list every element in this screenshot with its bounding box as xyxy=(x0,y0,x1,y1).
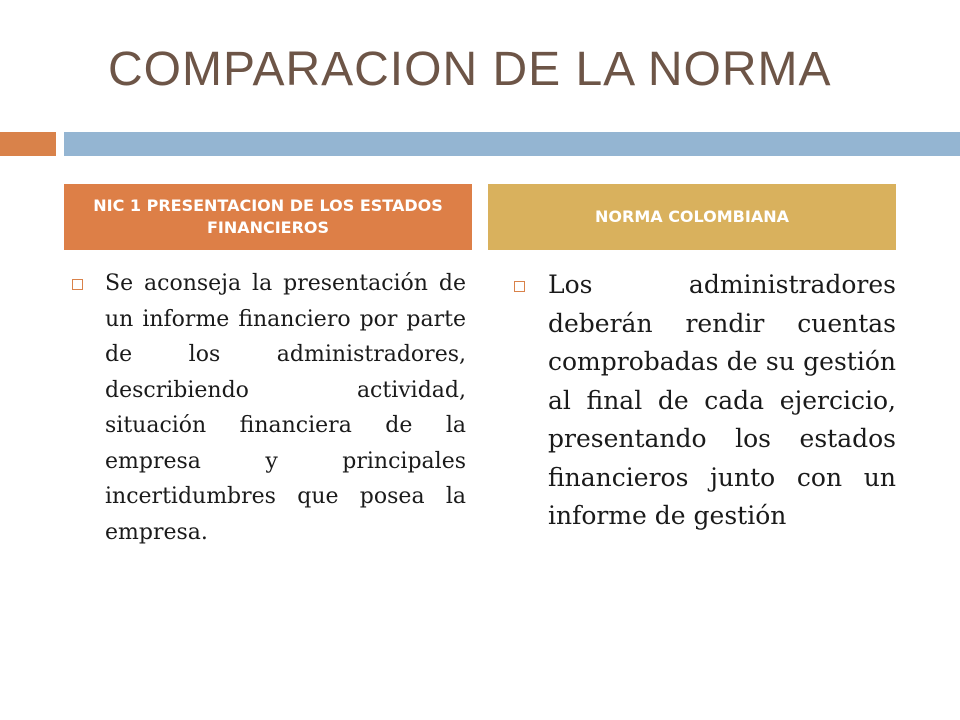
square-bullet-icon xyxy=(72,279,83,290)
square-bullet-icon xyxy=(514,281,525,292)
accent-bar-blue xyxy=(64,132,960,156)
column-norma-colombiana-text: Los administradores deberán rendir cuentas comprobadas de su gestión al final de cada ejercicio, presentando los estados financieros junto con un informe de gestión xyxy=(548,270,896,530)
column-nic1-body xyxy=(72,266,466,550)
column-norma-colombiana-body xyxy=(514,266,896,536)
column-header-norma-colombiana: NORMA COLOMBIANA xyxy=(488,184,896,250)
column-nic1-text: Se aconseja la presentación de un informe financiero por parte de los administradores, describiendo actividad, situación financiera de la empresa y principales incertidumbres que posea la empresa. xyxy=(105,271,466,545)
accent-bar-orange xyxy=(0,132,56,156)
slide-title: COMPARACION DE LA NORMA xyxy=(108,43,832,96)
column-header-nic1: NIC 1 PRESENTACION DE LOS ESTADOS FINANCIEROS xyxy=(64,184,472,250)
